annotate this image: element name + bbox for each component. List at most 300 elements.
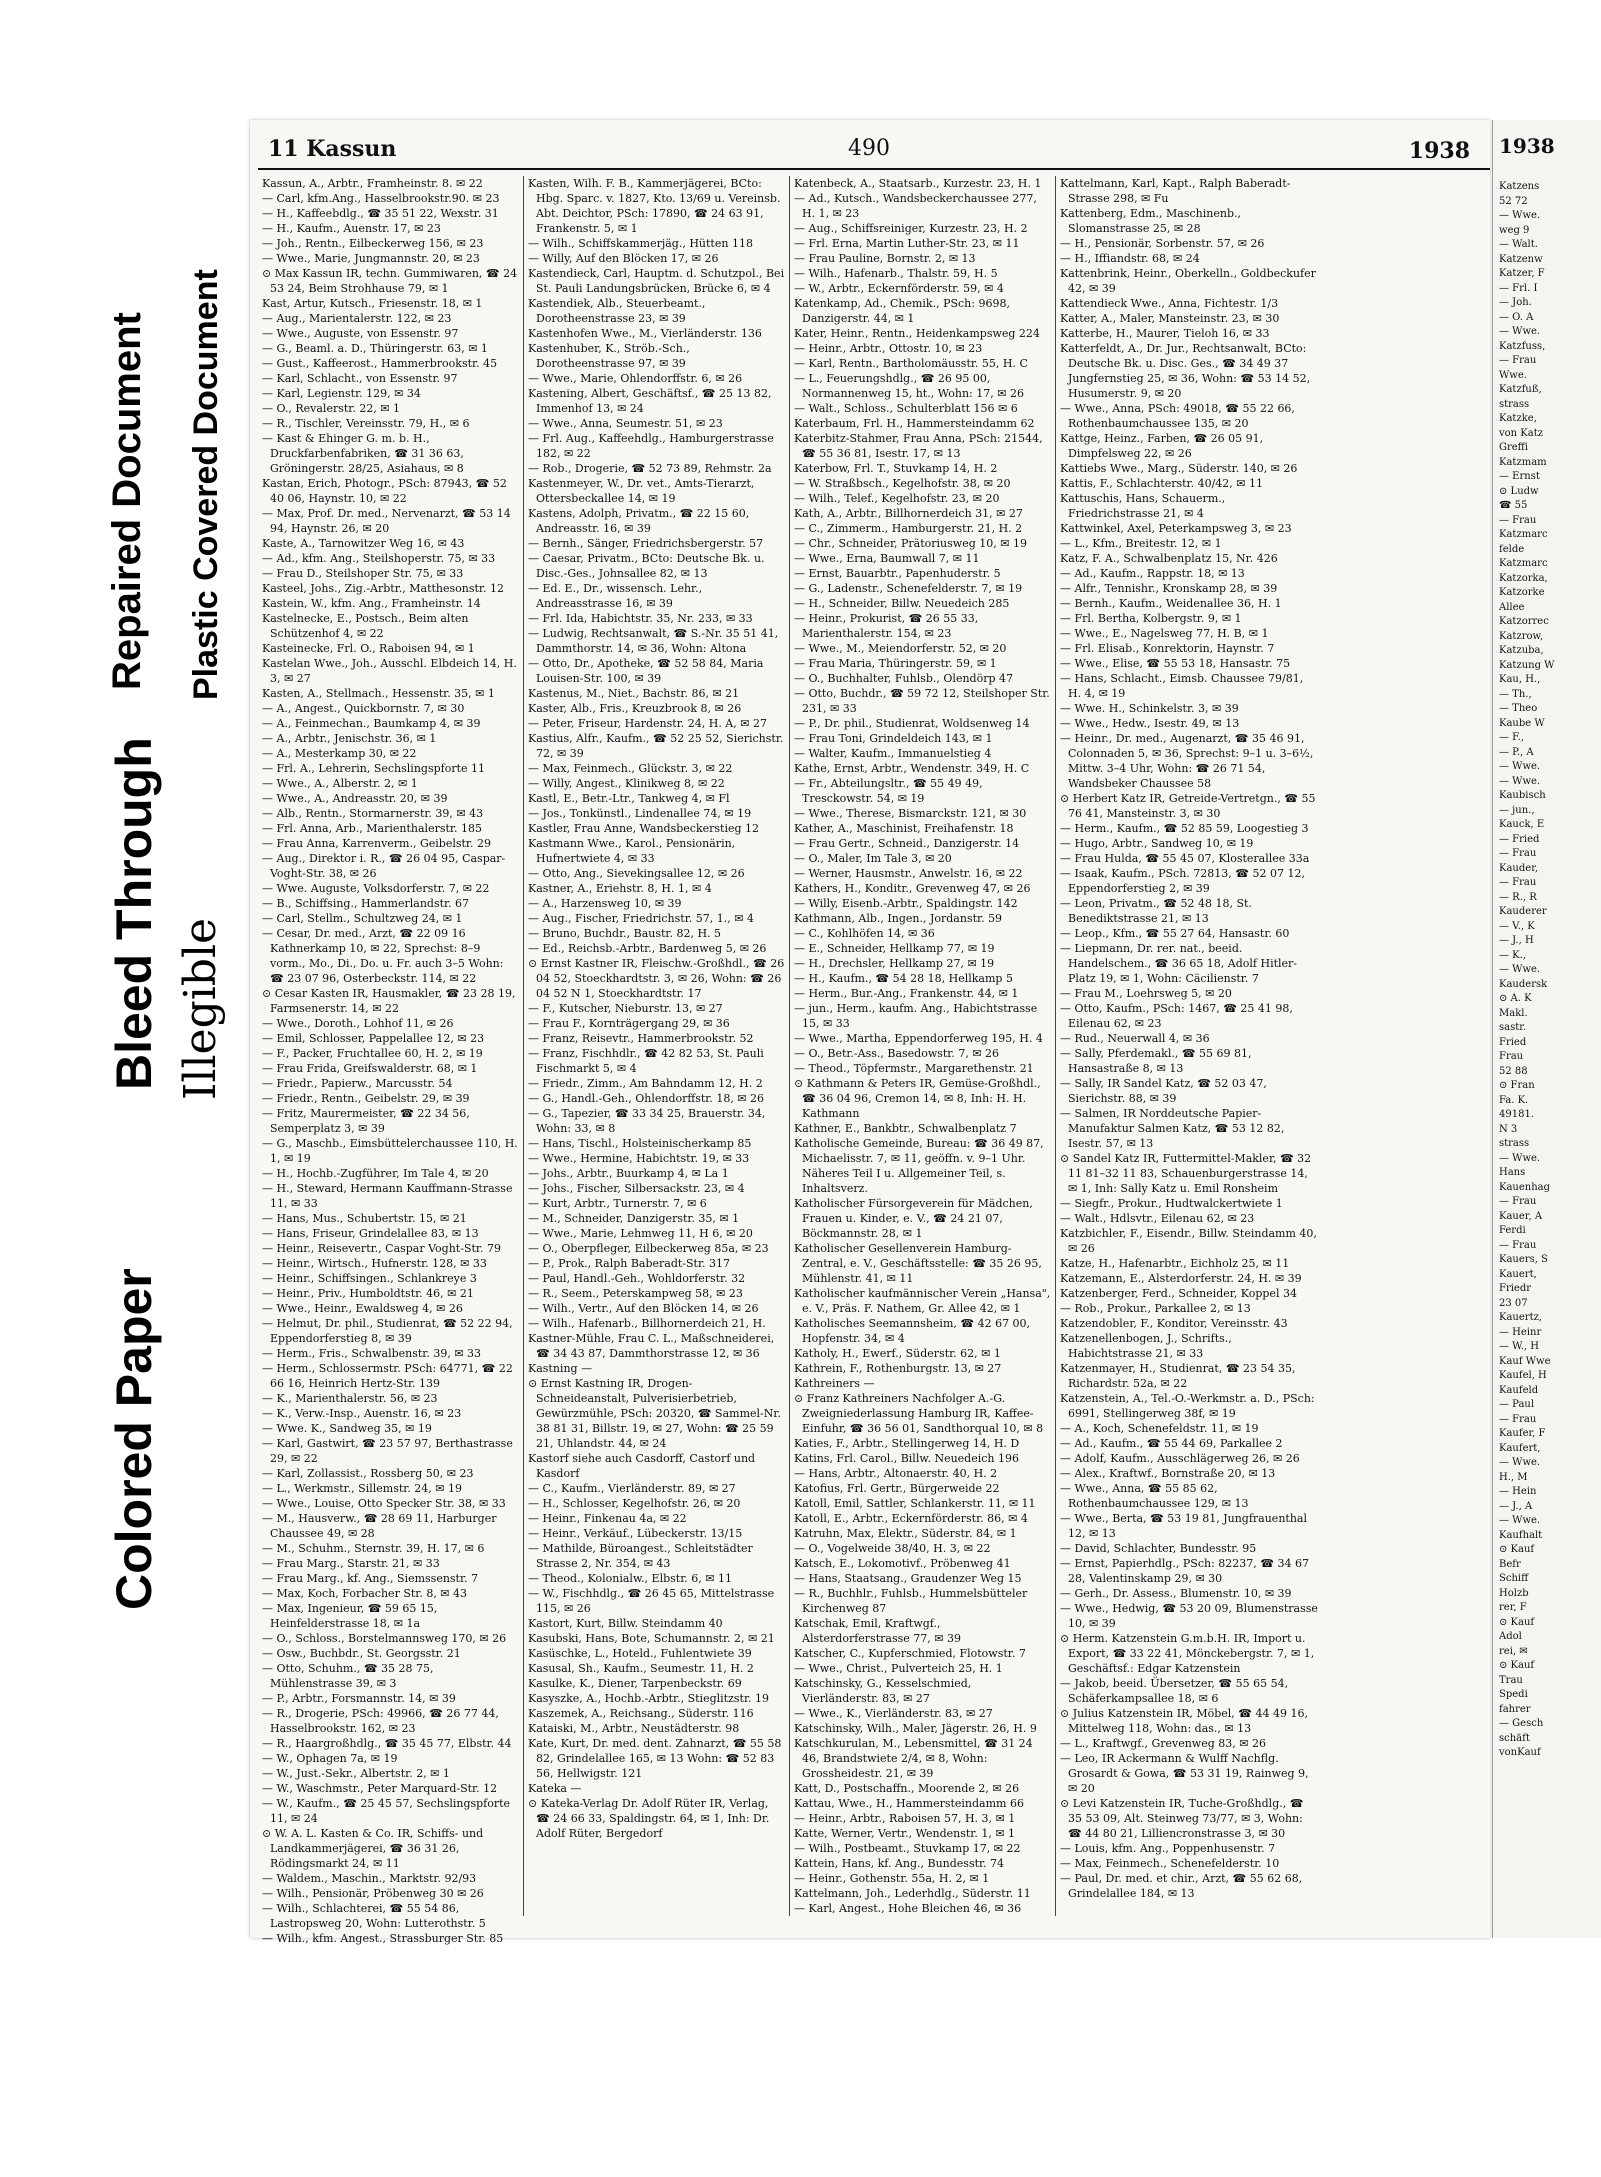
directory-entry: — Mathilde, Büroangest., Schleitstädter Strasse 2, Nr. 354, ✉ 43 <box>528 1542 753 1570</box>
adjacent-page-line: Hans <box>1499 1167 1526 1178</box>
directory-entry: Kastelnecke, E., Postsch., Beim alten Schützenhof 4, ✉ 22 <box>262 612 469 640</box>
directory-entry: ⊙ Levi Katzenstein IR, Tuche-Großhdlg., ☎ 35 53 09, Alt. Steinweg 73/77, ✉ 3, Wohn: ☎ 44 80 21, Lilliencronstrasse 3, ✉ 30 <box>1060 1797 1304 1840</box>
adjacent-page-line: — Wwe. <box>1499 964 1541 975</box>
directory-entry: — Wwe., Auguste, von Essenstr. 97 <box>262 327 459 340</box>
directory-entry: — Frau Hulda, ☎ 55 45 07, Klosterallee 33a <box>1060 852 1310 865</box>
adjacent-page-line: — Paul <box>1499 1399 1535 1410</box>
adjacent-page-line: Holzb <box>1499 1587 1529 1599</box>
directory-entry: — H., Drechsler, Hellkamp 27, ✉ 19 <box>794 957 995 970</box>
adjacent-page-line: Katzmarc <box>1499 529 1548 540</box>
directory-entry: — Werner, Hausmstr., Anwelstr. 16, ✉ 22 <box>794 867 1023 880</box>
directory-entry: Kathner, E., Bankbtr., Schwalbenplatz 7 <box>794 1122 1017 1135</box>
directory-entry: Kastenhuber, K., Ströb.-Sch., Dorotheenstrasse 97, ✉ 39 <box>528 342 690 370</box>
directory-entry: Katschinsky, Wilh., Maler, Jägerstr. 26, H. 9 <box>794 1722 1037 1735</box>
adjacent-page-line: Fa. K. <box>1499 1094 1529 1106</box>
directory-entry: Kasüschke, L., Hoteld., Fuhlentwiete 39 <box>528 1647 752 1660</box>
directory-entry: — Ernst, Papierhdlg., PSch: 82237, ☎ 34 67 28, Valentinskamp 29, ✉ 30 <box>1060 1557 1309 1585</box>
directory-entry: ⊙ Kathmann & Peters IR, Gemüse-Großhdl., ☎ 36 04 96, Cremon 14, ✉ 8, Inh: H. H. Kathmann <box>794 1077 1041 1120</box>
adjacent-page-line: — Fried <box>1499 833 1540 845</box>
directory-entry: Katenbeck, A., Staatsarb., Kurzestr. 23, H. 1 <box>794 177 1042 190</box>
directory-entry: — Willy, Angest., Klinikweg 8, ✉ 22 <box>528 777 725 790</box>
directory-entry: — Wilh., Hafenarb., Billhornerdeich 21, H. <box>528 1317 766 1330</box>
directory-entry: — Johs., Fischer, Silbersackstr. 23, ✉ 4 <box>528 1182 745 1195</box>
directory-entry: — Hugo, Arbtr., Sandweg 10, ✉ 19 <box>1060 837 1254 850</box>
directory-entry: — H., Schlosser, Kegelhofstr. 26, ✉ 20 <box>528 1497 741 1510</box>
directory-entry: Kathmann, Alb., Ingen., Jordanstr. 59 <box>794 912 1003 925</box>
directory-entry: ⊙ Franz Kathreiners Nachfolger A.-G. Zweigniederlassung Hamburg IR, Kaffee-Einfuhr, ☎ 36 56 01, Sandthorqual 10, ✉ 8 <box>794 1392 1044 1435</box>
directory-entry: Kastening, Albert, Geschäftsf., ☎ 25 13 82, Immenhof 13, ✉ 24 <box>528 387 772 415</box>
adjacent-page-line: Kaudersk <box>1499 978 1548 990</box>
directory-entry: — O., Betr.-Ass., Basedowstr. 7, ✉ 26 <box>794 1047 1000 1060</box>
directory-entry: — A., Angest., Quickbornstr. 7, ✉ 30 <box>262 702 465 715</box>
directory-entry: ⊙ W. A. L. Kasten & Co. IR, Schiffs- und Landkammerjägerei, ☎ 36 31 26, Rödingsmarkt 24, ✉ 11 <box>262 1827 484 1870</box>
directory-entry: — Ed. E., Dr., wissensch. Lehr., Andreasstrasse 16, ✉ 39 <box>528 582 703 610</box>
directory-entry: Katholisches Seemannsheim, ☎ 42 67 00, Hopfenstr. 34, ✉ 4 <box>794 1317 1031 1345</box>
directory-entry: — Karl, Legienstr. 129, ✉ 34 <box>262 387 421 400</box>
directory-entry: Kastner, A., Eriehstr. 8, H. 1, ✉ 4 <box>528 882 712 895</box>
directory-entry: — P., Dr. phil., Studienrat, Woldsenweg 14 <box>794 717 1030 730</box>
adjacent-page-line: Katzfuß, <box>1499 384 1542 395</box>
adjacent-page-line: Kaufel, H <box>1499 1370 1547 1381</box>
directory-entry: — Wilh., kfm. Angest., Strassburger Str. 85 <box>262 1932 504 1945</box>
directory-entry: — R., Drogerie, PSch: 49966, ☎ 26 77 44, Hasselbrookstr. 162, ✉ 23 <box>262 1707 499 1735</box>
directory-entry: — Rob., Drogerie, ☎ 52 73 89, Rehmstr. 2a <box>528 462 772 475</box>
directory-entry: — H., Schneider, Billw. Neuedeich 285 <box>794 597 1010 610</box>
directory-entry: Katzenberger, Ferd., Schneider, Koppel 34 <box>1060 1287 1297 1300</box>
adjacent-page-line: Katzmam <box>1499 456 1547 468</box>
directory-entry: — Frau Maria, Thüringerstr. 59, ✉ 1 <box>794 657 997 670</box>
directory-entry: Katschinsky, G., Kesselschmied, Vierländerstr. 83, ✉ 27 <box>794 1677 972 1705</box>
running-head: 11 Kassun <box>268 136 397 162</box>
directory-entry: Kaszemek, A., Reichsang., Süderstr. 116 <box>528 1707 754 1720</box>
directory-entry: — H., Kaffeebdlg., ☎ 35 51 22, Wexstr. 31 <box>262 207 499 220</box>
adjacent-page-line: — Wwe. <box>1499 326 1541 337</box>
directory-entry: Katoll, Emil, Sattler, Schlankerstr. 11, ✉ 11 <box>794 1497 1036 1510</box>
directory-entry: Kastenhofen Wwe., M., Vierländerstr. 136 <box>528 327 762 340</box>
directory-entry: Kattuschis, Hans, Schauerm., Friedrichstrasse 21, ✉ 4 <box>1060 492 1226 520</box>
directory-entry: Kasyszke, A., Hochb.-Arbtr., Stieglitzstr. 19 <box>528 1692 769 1705</box>
directory-entry: — Walter, Kaufm., Immanuelstieg 4 <box>794 747 992 760</box>
column-4 <box>1056 176 1322 1916</box>
directory-entry: — Ed., Reichsb.-Arbtr., Bardenweg 5, ✉ 26 <box>528 942 767 955</box>
directory-entry: Katz, F. A., Schwalbenplatz 15, Nr. 426 <box>1060 552 1278 565</box>
directory-entry: Kasteel, Johs., Zig.-Arbtr., Matthesonstr. 12 <box>262 582 504 595</box>
directory-entry: — Heinr., Dr. med., Augenarzt, ☎ 35 46 91, Colonnaden 5, ✉ 36, Sprechst: 9–1 u. 3–6½, Mittw. 3–4 Uhr, Wohn: ☎ 26 71 54, Wandsbeker Chaussee 58 <box>1060 732 1314 790</box>
adjacent-page-line: Kaufhalt <box>1499 1529 1543 1541</box>
directory-entry: — Friedr., Zimm., Am Bahndamm 12, H. 2 <box>528 1077 763 1090</box>
directory-entry: — G., Ladenstr., Schenefelderstr. 7, ✉ 19 <box>794 582 1023 595</box>
directory-entry: — Heinr., Schiffsingen., Schlankreye 3 <box>262 1272 477 1285</box>
adjacent-page-line: — Theo <box>1499 703 1538 714</box>
directory-entry: — Wwe., Hedw., Isestr. 49, ✉ 13 <box>1060 717 1240 730</box>
adjacent-page-line: — Frau <box>1499 1239 1537 1251</box>
adjacent-page-line: rer, F <box>1499 1602 1527 1613</box>
directory-entry: — Bruno, Buchdr., Baustr. 82, H. 5 <box>528 927 722 940</box>
directory-entry: — Hans, Mus., Schubertstr. 15, ✉ 21 <box>262 1212 467 1225</box>
adjacent-page-line: Wwe. <box>1499 369 1527 381</box>
directory-entry: — A., Feinmechan., Baumkamp 4, ✉ 39 <box>262 717 481 730</box>
directory-entry: — Heinr., Prokurist, ☎ 26 55 33, Marienthalerstr. 154, ✉ 23 <box>794 612 979 640</box>
directory-entry: — Theod., Töpfermstr., Margarethenstr. 21 <box>794 1062 1034 1075</box>
directory-entry: Kattau, Wwe., H., Hammersteindamm 66 <box>794 1797 1024 1810</box>
adjacent-page-line: ⊙ Kauf <box>1499 1544 1535 1555</box>
directory-entry: — Wwe., Marie, Ohlendorffstr. 6, ✉ 26 <box>528 372 743 385</box>
directory-entry: Kattis, F., Schlachterstr. 40/42, ✉ 11 <box>1060 477 1263 490</box>
directory-entry: Kastenmeyer, W., Dr. vet., Amts-Tierarzt, Ottersbeckallee 14, ✉ 19 <box>528 477 755 505</box>
adjacent-page-line: ⊙ Kauf <box>1499 1660 1535 1671</box>
directory-entry: — Karl, Rentn., Bartholomäusstr. 55, H. C <box>794 357 1028 370</box>
directory-entry: — E., Schneider, Hellkamp 77, ✉ 19 <box>794 942 995 955</box>
directory-entry: — O., Vogelweide 38/40, H. 3, ✉ 22 <box>794 1542 991 1555</box>
directory-entry: — Hans, Arbtr., Altonaerstr. 40, H. 2 <box>794 1467 998 1480</box>
directory-entry: ⊙ Ernst Kastning IR, Drogen-Schneideanstalt, Pulverisierbetrieb, Gewürzmühle, PSch: 20320, ☎ Sammel-Nr. 38 81 31, Billstr. 19, ✉ 27, Wohn: ☎ 25 59 21, Uhlandstr. 44, ✉ 24 <box>528 1377 781 1450</box>
directory-entry: — Alfr., Tennishr., Kronskamp 28, ✉ 39 <box>1060 582 1278 595</box>
adjacent-page-line: Fried <box>1499 1036 1527 1048</box>
directory-entry: — Frl. Anna, Arb., Marienthalerstr. 185 <box>262 822 482 835</box>
directory-entry: Katt, D., Postschaffn., Moorende 2, ✉ 26 <box>794 1782 1020 1795</box>
directory-entry: Kastmann Wwe., Karol., Pensionärin, Hufnertwiete 4, ✉ 33 <box>528 837 736 865</box>
adjacent-page-line: — J., H <box>1499 935 1534 946</box>
directory-page <box>250 120 1490 1945</box>
directory-entry: — Wwe., Doroth., Lohhof 11, ✉ 26 <box>262 1017 454 1030</box>
directory-entry: — Max, Feinmech., Glückstr. 3, ✉ 22 <box>528 762 733 775</box>
directory-entry: — Max, Koch, Forbacher Str. 8, ✉ 43 <box>262 1587 468 1600</box>
directory-entry: ⊙ Max Kassun IR, techn. Gummiwaren, ☎ 24 53 24, Beim Strohhause 79, ✉ 1 <box>262 267 518 295</box>
adjacent-page-line: schäft <box>1499 1732 1530 1744</box>
directory-entry: — M., Schneider, Danzigerstr. 35, ✉ 1 <box>528 1212 740 1225</box>
directory-entry: Katofius, Frl. Gertr., Bürgerweide 22 <box>794 1482 1000 1495</box>
directory-entry: — Wwe., Anna, PSch: 49018, ☎ 55 22 66, Rothenbaumchaussee 135, ✉ 20 <box>1060 402 1295 430</box>
directory-entry: Katterbe, H., Maurer, Tieloh 16, ✉ 33 <box>1060 327 1270 340</box>
directory-entry: — Wwe., Christ., Pulverteich 25, H. 1 <box>794 1662 1003 1675</box>
adjacent-page-line: — K., <box>1499 949 1527 961</box>
directory-entry: Kattenbrink, Heinr., Oberkelln., Goldbeckufer 42, ✉ 39 <box>1060 267 1316 295</box>
year-label: 1938 <box>1408 138 1470 164</box>
directory-entry: — B., Schiffsing., Hammerlandstr. 67 <box>262 897 470 910</box>
adjacent-page-line: N 3 <box>1499 1123 1518 1135</box>
directory-entry: — Kurt, Arbtr., Turnerstr. 7, ✉ 6 <box>528 1197 707 1210</box>
directory-entry: — Leop., Kfm., ☎ 55 27 64, Hansastr. 60 <box>1060 927 1290 940</box>
adjacent-page-line: Katzens <box>1499 181 1540 192</box>
directory-entry: — Frau Gertr., Schneid., Danzigerstr. 14 <box>794 837 1020 850</box>
directory-entry: — Sally, Pferdemakl., ☎ 55 69 81, Hansastraße 8, ✉ 13 <box>1060 1047 1252 1075</box>
directory-entry: — Frl. Bertha, Kolbergstr. 9, ✉ 1 <box>1060 612 1242 625</box>
directory-entry: Katterfeldt, A., Dr. Jur., Rechtsanwalt, BCto: Deutsche Bk. u. Disc. Ges., ☎ 34 49 37 Jungfernstieg 25, ✉ 36, Wohn: ☎ 53 14 52, Husumerstr. 9, ✉ 20 <box>1060 342 1311 400</box>
adjacent-page-line: ⊙ Fran <box>1499 1080 1535 1091</box>
directory-entry: — K., Marienthalerstr. 56, ✉ 23 <box>262 1392 438 1405</box>
directory-entry: Kastl, E., Betr.-Ltr., Tankweg 4, ✉ Fl <box>528 792 730 805</box>
adjacent-page-line: — jun., <box>1499 804 1535 816</box>
directory-entry: — Alb., Rentn., Stormarnerstr. 39, ✉ 43 <box>262 807 484 820</box>
directory-entry: — Friedr., Rentn., Geibelstr. 29, ✉ 39 <box>262 1092 470 1105</box>
directory-entry: — M., Hausverw., ☎ 28 69 11, Harburger Chaussee 49, ✉ 28 <box>262 1512 497 1540</box>
directory-entry: — Salmen, IR Norddeutsche Papier-Manufaktur Salmen Katz, ☎ 53 12 82, Isestr. 57, ✉ 13 <box>1060 1107 1285 1150</box>
adjacent-page-line: Friedr <box>1499 1283 1532 1294</box>
adjacent-page-line: — Wwe. <box>1499 1457 1541 1468</box>
label-bleed-through: Bleed Through <box>106 737 162 1090</box>
directory-entry: — Leon, Privatm., ☎ 52 48 18, St. Benediktstrasse 21, ✉ 13 <box>1060 897 1252 925</box>
directory-entry: Katschak, Emil, Kraftwgf., Alsterdorferstrasse 77, ✉ 39 <box>794 1617 961 1645</box>
directory-entry: — Adolf, Kaufm., Ausschlägerweg 26, ✉ 26 <box>1060 1452 1300 1465</box>
directory-entry: — Wilh., Pensionär, Pröbenweg 30 ✉ 26 <box>262 1887 484 1900</box>
directory-entry: — K., Verw.-Insp., Auenstr. 16, ✉ 23 <box>262 1407 462 1420</box>
adjacent-page-line: — F., <box>1499 732 1524 743</box>
directory-entry: — Heinr., Finkenau 4a, ✉ 22 <box>528 1512 687 1525</box>
adjacent-page-line: Kaube W <box>1499 717 1545 729</box>
directory-entry: — Herm., Bur.-Ang., Frankenstr. 44, ✉ 1 <box>794 987 1019 1000</box>
directory-entry: — Frl. Ida, Habichtstr. 35, Nr. 233, ✉ 33 <box>528 612 753 625</box>
directory-entry: — Cesar, Dr. med., Arzt, ☎ 22 09 16 Kathnerkamp 10, ✉ 22, Sprechst: 8–9 vorm., Mo., Di., Do. u. Fr. auch 3–5 Wohn: ☎ 23 07 96, Osterbeckstr. 114, ✉ 22 <box>262 927 504 985</box>
directory-entry: — C., Zimmerm., Hamburgerstr. 21, H. 2 <box>794 522 1023 535</box>
directory-entry: — Frau Frida, Greifswalderstr. 68, ✉ 1 <box>262 1062 478 1075</box>
adjacent-page-line: — O. A <box>1499 311 1534 323</box>
directory-entry: — Walt., Hdlsvtr., Eilenau 62, ✉ 23 <box>1060 1212 1255 1225</box>
directory-entry: Katzenmayer, H., Studienrat, ☎ 23 54 35, Richardstr. 52a, ✉ 22 <box>1060 1362 1296 1390</box>
adjacent-page-line: Kauert, <box>1499 1268 1537 1280</box>
directory-entry: Katholy, H., Ewerf., Süderstr. 62, ✉ 1 <box>794 1347 1001 1360</box>
directory-entry: Katenkamp, Ad., Chemik., PSch: 9698, Danzigerstr. 44, ✉ 1 <box>794 297 1010 325</box>
adjacent-page-line: 52 88 <box>1499 1065 1528 1077</box>
directory-entry: — L., Kraftwgf., Grevenweg 83, ✉ 26 <box>1060 1737 1266 1750</box>
directory-entry: — Wilh., Hafenarb., Thalstr. 59, H. 5 <box>794 267 998 280</box>
adjacent-page-line: 52 72 <box>1499 195 1528 207</box>
adjacent-page-line: — Hein <box>1499 1486 1537 1497</box>
directory-entry: Katzendobler, F., Konditor, Vereinsstr. 43 <box>1060 1317 1288 1330</box>
directory-entry: — Ernst, Bauarbtr., Papenhuderstr. 5 <box>794 567 1001 580</box>
directory-entry: — Wwe., Erna, Baumwall 7, ✉ 11 <box>794 552 980 565</box>
adjacent-page-line: Spedi <box>1499 1689 1528 1700</box>
adjacent-page-line: H., M <box>1499 1471 1528 1483</box>
directory-entry: Kattendieck Wwe., Anna, Fichtestr. 1/3 <box>1060 297 1279 310</box>
adjacent-page-line: — J., A <box>1499 1500 1533 1512</box>
directory-entry: — Willy, Eisenb.-Arbtr., Spaldingstr. 142 <box>794 897 1018 910</box>
directory-entry: Kassun, A., Arbtr., Framheinstr. 8. ✉ 22 <box>262 177 483 190</box>
directory-entry: Kattelmann, Karl, Kapt., Ralph Baberadt-Strasse 298, ✉ Fu <box>1060 177 1291 205</box>
directory-entry: — A., Koch, Schenefeldstr. 11, ✉ 19 <box>1060 1422 1259 1435</box>
page-number: 490 <box>848 136 890 161</box>
directory-entry: — L., Feuerungshdlg., ☎ 26 95 00, Normannenweg 15, ht., Wohn: 17, ✉ 26 <box>794 372 1024 400</box>
adjacent-page-line: — Th., <box>1499 688 1532 700</box>
directory-entry: Kasubski, Hans, Bote, Schumannstr. 2, ✉ 21 <box>528 1632 775 1645</box>
directory-entry: — H., Pensionär, Sorbenstr. 57, ✉ 26 <box>1060 237 1265 250</box>
directory-entry: — Wwe., K., Vierländerstr. 83, ✉ 27 <box>794 1707 993 1720</box>
directory-entry: — Theod., Kolonialw., Elbstr. 6, ✉ 11 <box>528 1572 732 1585</box>
directory-entry: — Jakob, beeid. Übersetzer, ☎ 55 65 54, Schäferkampsallee 18, ✉ 6 <box>1060 1677 1289 1705</box>
directory-entry: — M., Schuhm., Sternstr. 39, H. 17, ✉ 6 <box>262 1542 485 1555</box>
directory-entry: — Bernh., Kaufm., Weidenallee 36, H. 1 <box>1060 597 1282 610</box>
directory-entry: Kastendieck, Carl, Hauptm. d. Schutzpol., Bei St. Pauli Landungsbrücken, Brücke 6, ✉ 4 <box>528 267 785 295</box>
directory-entry: — Frau Toni, Grindeldeich 143, ✉ 1 <box>794 732 993 745</box>
directory-entry: Kastort, Kurt, Billw. Steindamm 40 <box>528 1617 723 1630</box>
directory-entry: — Heinr., Arbtr., Raboisen 57, H. 3, ✉ 1 <box>794 1812 1016 1825</box>
directory-entry: Kattelmann, Joh., Lederhdlg., Süderstr. 11 <box>794 1887 1031 1900</box>
directory-entry: — P., Prok., Ralph Baberadt-Str. 317 <box>528 1257 731 1270</box>
directory-entry: — W., Ophagen 7a, ✉ 19 <box>262 1752 398 1765</box>
directory-entry: — Osw., Buchbdr., St. Georgsstr. 21 <box>262 1647 461 1660</box>
directory-entry: Kastius, Alfr., Kaufm., ☎ 52 25 52, Sierichstr. 72, ✉ 39 <box>528 732 784 760</box>
directory-entry: — Wilh., Schiffskammerjäg., Hütten 118 <box>528 237 753 250</box>
directory-entry: — Wwe., A., Andreasstr. 20, ✉ 39 <box>262 792 448 805</box>
adjacent-page-line: — Frau <box>1499 514 1537 526</box>
adjacent-page-line: Katzenw <box>1499 253 1543 265</box>
directory-entry: Kaster, Alb., Fris., Kreuzbrook 8, ✉ 26 <box>528 702 742 715</box>
adjacent-page-line: felde <box>1499 543 1525 555</box>
directory-entry: Katoll, E., Arbtr., Eckernförderstr. 86, ✉ 4 <box>794 1512 1028 1525</box>
adjacent-page-line: Befr <box>1499 1558 1521 1570</box>
directory-entry: Katholischer kaufmännischer Verein „Hansa", e. V., Präs. F. Nathem, Gr. Allee 42, ✉ 1 <box>794 1287 1051 1315</box>
directory-entry: — Hans, Staatsang., Graudenzer Weg 15 <box>794 1572 1022 1585</box>
adjacent-page-line: ⊙ Kauf <box>1499 1616 1535 1628</box>
directory-entry: Katte, Werner, Vertr., Wendenstr. 1, ✉ 1 <box>794 1827 1016 1840</box>
directory-entry: Kasten, A., Stellmach., Hessenstr. 35, ✉ 1 <box>262 687 495 700</box>
directory-entry: — W., Just.-Sekr., Albertstr. 2, ✉ 1 <box>262 1767 450 1780</box>
adjacent-page-line: Greffi <box>1499 442 1528 453</box>
adjacent-page-line: Katzorka, <box>1499 572 1548 584</box>
directory-entry: — Wilh., Telef., Kegelhofstr. 23, ✉ 20 <box>794 492 1000 505</box>
directory-entry: — W., Fischhdlg., ☎ 26 45 65, Mittelstrasse 115, ✉ 26 <box>528 1587 775 1615</box>
adjacent-page-line: — P., A <box>1499 746 1534 758</box>
directory-entry: — Karl, Zollassist., Rossberg 50, ✉ 23 <box>262 1467 474 1480</box>
directory-entry: — Wwe. H., Schinkelstr. 3, ✉ 39 <box>1060 702 1239 715</box>
adjacent-page-line: — V., K <box>1499 920 1535 932</box>
adjacent-page-line: Kauderer <box>1499 906 1547 917</box>
directory-entry: — Otto, Kaufm., PSch: 1467, ☎ 25 41 98, Eilenau 62, ✉ 23 <box>1060 1002 1293 1030</box>
directory-entry: — A., Harzensweg 10, ✉ 39 <box>528 897 682 910</box>
directory-entry: Katerbow, Frl. T., Stuvkamp 14, H. 2 <box>794 462 998 475</box>
adjacent-page-line: Kauder, <box>1499 862 1539 874</box>
directory-entry: — A., Arbtr., Jenischstr. 36, ✉ 1 <box>262 732 437 745</box>
directory-entry: — Aug., Marientalerstr. 122, ✉ 23 <box>262 312 452 325</box>
adjacent-page-line: Kau, H., <box>1499 674 1541 685</box>
directory-entry: — Peter, Friseur, Hardenstr. 24, H. A, ✉ 27 <box>528 717 767 730</box>
directory-entry: — Wwe., Anna, ☎ 55 85 62, Rothenbaumchaussee 129, ✉ 13 <box>1060 1482 1249 1510</box>
directory-entry: — Caesar, Privatm., BCto: Deutsche Bk. u. Disc.-Ges., Johnsallee 82, ✉ 13 <box>528 552 765 580</box>
adjacent-page-line: — Frl. I <box>1499 282 1538 294</box>
adjacent-page-line: — Frau <box>1499 355 1537 366</box>
directory-entry: — Jos., Tonkünstl., Lindenallee 74, ✉ 19 <box>528 807 752 820</box>
adjacent-page-line: rei, ✉ <box>1499 1645 1528 1657</box>
adjacent-page-line: — Ernst <box>1499 471 1540 482</box>
directory-entry: — Wwe., A., Alberstr. 2, ✉ 1 <box>262 777 418 790</box>
adjacent-page-lines <box>1499 180 1599 1761</box>
adjacent-page-line: vonKauf <box>1499 1747 1541 1758</box>
adjacent-page-line: 49181. <box>1499 1109 1534 1120</box>
directory-entry: — Frau M., Loehrsweg 5, ✉ 20 <box>1060 987 1232 1000</box>
directory-entry: — Wwe., Marie, Jungmannstr. 20, ✉ 23 <box>262 252 480 265</box>
directory-entry: — Herm., Fris., Schwalbenstr. 39, ✉ 33 <box>262 1347 482 1360</box>
entry-columns <box>258 176 1480 1945</box>
adjacent-page-line: — Walt. <box>1499 239 1538 250</box>
directory-entry: Katholischer Gesellenverein Hamburg-Zentral, e. V., Geschäftsstelle: ☎ 35 26 95, Mühlenstr. 41, ✉ 11 <box>794 1242 1042 1285</box>
directory-entry: Katies, F., Arbtr., Stellingerweg 14, H. D <box>794 1437 1020 1450</box>
directory-entry: Kater, Heinr., Rentn., Heidenkampsweg 224 <box>794 327 1040 340</box>
directory-entry: — Frl. Erna, Martin Luther-Str. 23, ✉ 11 <box>794 237 1020 250</box>
directory-entry: — Louis, kfm. Ang., Poppenhusenstr. 7 <box>1060 1842 1276 1855</box>
directory-entry: — G., Maschb., Eimsbüttelerchaussee 110, H. 1, ✉ 19 <box>262 1137 518 1165</box>
adjacent-page-line: ⊙ Ludw <box>1499 485 1539 497</box>
directory-entry: — W., Arbtr., Eckernförderstr. 59, ✉ 4 <box>794 282 1004 295</box>
adjacent-page-line: Katzer, F <box>1499 268 1545 279</box>
directory-entry: — Max, Ingenieur, ☎ 59 65 15, Heinfelderstrasse 18, ✉ 1a <box>262 1602 438 1630</box>
directory-entry: Katter, A., Maler, Mansteinstr. 23, ✉ 30 <box>1060 312 1280 325</box>
directory-entry: — Wwe., M., Meiendorferstr. 52, ✉ 20 <box>794 642 1007 655</box>
directory-entry: Kather, A., Maschinist, Freihafenstr. 18 <box>794 822 1014 835</box>
directory-entry: Katerbitz-Stahmer, Frau Anna, PSch: 21544, ☎ 55 36 81, Isestr. 17, ✉ 13 <box>794 432 1043 460</box>
directory-entry: ⊙ Cesar Kasten IR, Hausmakler, ☎ 23 28 19, Farmsenerstr. 14, ✉ 22 <box>262 987 516 1015</box>
directory-entry: — Ad., kfm. Ang., Steilshoperstr. 75, ✉ 33 <box>262 552 496 565</box>
directory-entry: ⊙ Ernst Kastner IR, Fleischw.-Großhdl., ☎ 26 04 52, Stoeckhardtstr. 3, ✉ 26, Wohn: ☎ 26 04 52 N 1, Stoeckhardtstr. 17 <box>528 957 785 1000</box>
directory-entry: — Ad., Kaufm., Rappstr. 18, ✉ 13 <box>1060 567 1245 580</box>
directory-entry: — Karl, Angest., Hohe Bleichen 46, ✉ 36 <box>794 1902 1022 1915</box>
directory-entry: — Wwe., E., Nagelsweg 77, H. B, ✉ 1 <box>1060 627 1269 640</box>
directory-entry: — Hans, Schlacht., Eimsb. Chaussee 79/81, H. 4, ✉ 19 <box>1060 672 1304 700</box>
adjacent-page-line: Katzfuss, <box>1499 340 1546 352</box>
directory-entry: — Heinr., Priv., Humboldtstr. 46, ✉ 21 <box>262 1287 474 1300</box>
adjacent-page-line: ⊙ A. K <box>1499 993 1532 1004</box>
directory-entry: ⊙ Herm. Katzenstein G.m.b.H. IR, Import u. Export, ☎ 33 22 41, Mönckebergstr. 7, ✉ 1, Geschäftsf.: Edgar Katzenstein <box>1060 1632 1315 1675</box>
directory-entry: Kattenberg, Edm., Maschinenb., Slomanstrasse 25, ✉ 28 <box>1060 207 1241 235</box>
directory-entry: Kast, Artur, Kutsch., Friesenstr. 18, ✉ 1 <box>262 297 483 310</box>
directory-entry: — Alex., Kraftwf., Bornstraße 20, ✉ 13 <box>1060 1467 1276 1480</box>
adjacent-page-line: — Frau <box>1499 848 1537 859</box>
directory-entry: Kasteinecke, Frl. O., Raboisen 94, ✉ 1 <box>262 642 475 655</box>
column-3 <box>790 176 1056 1916</box>
directory-entry: — Heinr., Wirtsch., Hufnerstr. 128, ✉ 33 <box>262 1257 487 1270</box>
directory-entry: — H., Iffiandstr. 68, ✉ 24 <box>1060 252 1200 265</box>
directory-entry: Kattge, Heinz., Farben, ☎ 26 05 91, Dimpfelsweg 22, ✉ 26 <box>1060 432 1264 460</box>
adjacent-page-line: Allee <box>1499 601 1525 613</box>
directory-entry: — Johs., Arbtr., Buurkamp 4, ✉ La 1 <box>528 1167 729 1180</box>
label-repaired-document: Repaired Document <box>105 312 149 690</box>
column-1 <box>258 176 524 1945</box>
directory-entry: — O., Revalerstr. 22, ✉ 1 <box>262 402 401 415</box>
directory-entry: — Rud., Neuerwall 4, ✉ 36 <box>1060 1032 1210 1045</box>
directory-entry: — Wwe., Anna, Seumestr. 51, ✉ 23 <box>528 417 723 430</box>
directory-entry: — Wwe., Hedwig, ☎ 53 20 09, Blumenstrasse 10, ✉ 39 <box>1060 1602 1318 1630</box>
directory-entry: — Max, Prof. Dr. med., Nervenarzt, ☎ 53 14 94, Haynstr. 26, ✉ 20 <box>262 507 511 535</box>
adjacent-page-line: Kaufeld <box>1499 1384 1539 1396</box>
adjacent-page-line: — Wwe. <box>1499 210 1541 221</box>
directory-entry: — C., Kohlhöfen 14, ✉ 36 <box>794 927 935 940</box>
directory-entry: — R., Seem., Peterskampweg 58, ✉ 23 <box>528 1287 743 1300</box>
directory-entry: — Wwe., Therese, Bismarckstr. 121, ✉ 30 <box>794 807 1027 820</box>
directory-entry: — Frau Pauline, Bornstr. 2, ✉ 13 <box>794 252 976 265</box>
adjacent-page-line: Katzmarc <box>1499 558 1548 569</box>
directory-entry: — Wwe., Louise, Otto Specker Str. 38, ✉ 33 <box>262 1497 506 1510</box>
adjacent-page-line: — Heinr <box>1499 1326 1542 1338</box>
directory-entry: — O., Schloss., Borstelmannsweg 170, ✉ 26 <box>262 1632 507 1645</box>
adjacent-page-line: Trau <box>1499 1674 1523 1686</box>
directory-entry: — Ad., Kaufm., ☎ 55 44 69, Parkallee 2 <box>1060 1437 1283 1450</box>
adjacent-page-line: Katzorke <box>1499 587 1545 598</box>
adjacent-page-line: Kaubisch <box>1499 790 1546 801</box>
directory-entry: Kastning — <box>528 1362 593 1375</box>
directory-entry: Kate, Kurt, Dr. med. dent. Zahnarzt, ☎ 55 58 82, Grindelallee 165, ✉ 13 Wohn: ☎ 52 83 56, Hellwigstr. 121 <box>528 1737 782 1780</box>
directory-entry: Katzemann, E., Alsterdorferstr. 24, H. ✉ 39 <box>1060 1272 1302 1285</box>
directory-entry: — Wwe., Berta, ☎ 53 19 81, Jungfrauenthal 12, ✉ 13 <box>1060 1512 1307 1540</box>
directory-entry: — Franz, Reisevtr., Hammerbrookstr. 52 <box>528 1032 754 1045</box>
directory-entry: Kasten, Wilh. F. B., Kammerjägerei, BCto: Hbg. Sparc. v. 1827, Kto. 13/69 u. Vereinsb. Abt. Deichtor, PSch: 17890, ☎ 24 63 91, Frankenstr. 5, ✉ 1 <box>528 177 781 235</box>
adjacent-page-line: Katzung W <box>1499 659 1555 671</box>
directory-entry: — Wwe., Elise, ☎ 55 53 18, Hansastr. 75 <box>1060 657 1291 670</box>
adjacent-page-line: — Wwe. <box>1499 1515 1541 1526</box>
directory-entry: — jun., Herm., kaufm. Ang., Habichtstrasse 15, ✉ 33 <box>794 1002 1038 1030</box>
directory-entry: — Wilh., Postbeamt., Stuvkamp 17, ✉ 22 <box>794 1842 1021 1855</box>
directory-entry: Katscher, C., Kupferschmied, Flotowstr. 7 <box>794 1647 1026 1660</box>
directory-entry: — Frau Marg., kf. Ang., Siemssenstr. 7 <box>262 1572 479 1585</box>
directory-entry: — Franz, Fischhdlr., ☎ 42 82 53, St. Pauli Fischmarkt 5, ✉ 4 <box>528 1047 764 1075</box>
directory-entry: — Paul, Handl.-Geh., Wohldorferstr. 32 <box>528 1272 746 1285</box>
